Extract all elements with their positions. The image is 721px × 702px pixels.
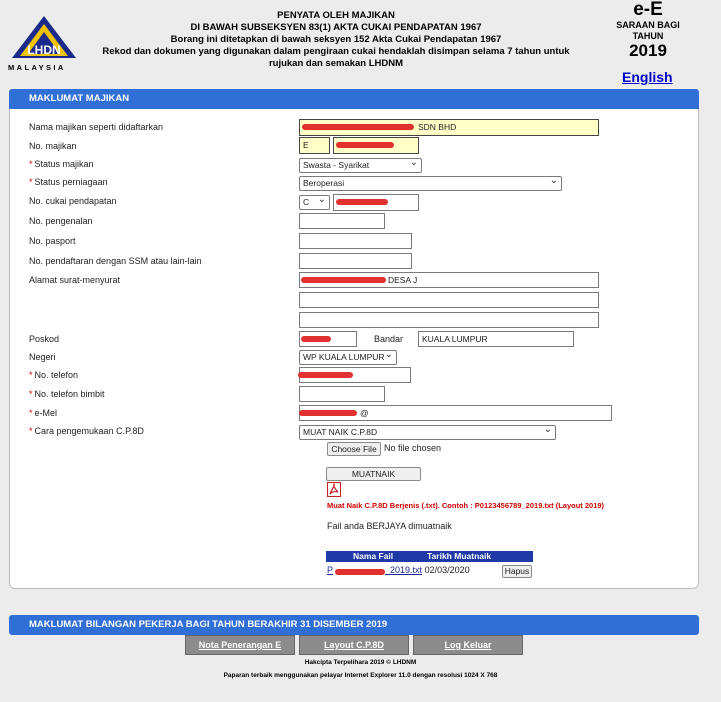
nama-label: Nama majikan seperti didaftarkan <box>29 122 164 132</box>
redaction-mark <box>302 124 414 130</box>
status-perniagaan-select[interactable]: Beroperasi ⌄ <box>299 176 562 191</box>
header-line-1: PENYATA OLEH MAJIKAN <box>277 10 395 21</box>
form-code: e-E <box>633 0 663 20</box>
redaction-mark <box>301 336 331 342</box>
form-year: 2019 <box>629 41 667 60</box>
col-nama-fail: Nama Fail <box>353 551 394 561</box>
pasport-label: No. pasport <box>29 236 76 246</box>
header-line-3: Borang ini ditetapkan di bawah seksyen 152 Akta Cukai Pendapatan 1967 <box>170 34 502 45</box>
file-table-header <box>326 551 533 562</box>
ssm-label: No. pendaftaran dengan SSM atau lain-lain <box>29 256 202 266</box>
section-employer-header: MAKLUMAT MAJIKAN <box>9 89 699 109</box>
status-perniagaan-label: * Status perniagaan <box>29 177 108 187</box>
redaction-mark <box>299 410 357 416</box>
bandar-label: Bandar <box>374 334 404 344</box>
cara-select[interactable]: MUAT NAIK C.P.8D ⌄ <box>299 425 556 440</box>
email-label: * e-Mel <box>29 408 58 418</box>
negeri-label: Negeri <box>29 352 56 362</box>
pengenalan-label: No. pengenalan <box>29 216 93 226</box>
layout-cp8d-button[interactable]: Layout C.P.8D <box>299 635 409 655</box>
poskod-label: Poskod <box>29 334 60 344</box>
no-majikan-prefix-input[interactable]: E <box>299 137 330 154</box>
email-input[interactable]: @ <box>299 405 612 421</box>
header-title-block <box>86 10 586 70</box>
log-keluar-button[interactable]: Log Keluar <box>413 635 523 655</box>
no-majikan-label: No. majikan <box>29 141 77 151</box>
nota-penerangan-button[interactable]: Nota Penerangan E <box>185 635 295 655</box>
file-name-link[interactable]: P _2019.txt <box>327 565 423 575</box>
redaction-mark <box>335 569 385 575</box>
alamat-line-1-input[interactable]: DESA J <box>299 272 599 288</box>
nama-input[interactable]: SDN BHD <box>299 119 599 136</box>
redaction-mark <box>336 142 394 148</box>
browser-note: Paparan terbaik menggunakan pelayar Internet Explorer 11.0 dengan resolusi 1024 X 768 <box>223 672 498 679</box>
logo-subtext: MALAYSIA <box>8 63 66 72</box>
col-tarikh: Tarikh Muatnaik <box>427 551 492 561</box>
upload-note: Muat Naik C.P.8D Berjenis (.txt). Contoh : P0123456789_2019.txt (Layout 2019) <box>327 501 605 510</box>
bandar-input[interactable]: KUALA LUMPUR <box>418 331 574 347</box>
alamat-line-3-input[interactable] <box>299 312 599 328</box>
form-desc-2: TAHUN <box>632 31 664 41</box>
ssm-input[interactable] <box>299 253 412 269</box>
redaction-mark <box>336 199 388 205</box>
no-file-text: No file chosen <box>384 443 442 453</box>
form-badge <box>606 0 690 60</box>
upload-date: 02/03/2020 <box>424 565 470 575</box>
header-line-4: Rekod dan dokumen yang digunakan dalam pengiraan cukai hendaklah disimpan selama 7 tahun untuk <box>102 46 570 57</box>
cukai-prefix-select[interactable]: C ⌄ <box>299 195 330 210</box>
status-majikan-label: * Status majikan <box>29 159 94 169</box>
choose-file-button[interactable]: Choose File <box>327 442 381 456</box>
lhdn-logo <box>8 14 80 70</box>
bimbit-label: * No. telefon bimbit <box>29 389 105 399</box>
status-majikan-select[interactable]: Swasta - Syarikat ⌄ <box>299 158 422 173</box>
alamat-label: Alamat surat-menyurat <box>29 275 121 285</box>
pengenalan-input[interactable] <box>299 213 385 229</box>
muatnaik-button[interactable]: MUATNAIK <box>326 467 421 481</box>
success-message: Fail anda BERJAYA dimuatnaik <box>327 521 452 531</box>
header-line-5: rujukan dan semakan LHDNM <box>268 58 404 69</box>
hapus-button[interactable]: Hapus <box>502 565 532 578</box>
cukai-label: No. cukai pendapatan <box>29 196 117 206</box>
copyright-text: Hakcipta Terpelihara 2019 © LHDNM <box>304 659 417 666</box>
alamat-line-2-input[interactable] <box>299 292 599 308</box>
redaction-mark <box>298 372 353 378</box>
header-line-2: DI BAWAH SUBSEKSYEN 83(1) AKTA CUKAI PENDAPATAN 1967 <box>190 22 482 33</box>
logo-triangle-icon <box>8 14 80 60</box>
cara-label: * Cara pengemukaan C.P.8D <box>29 426 144 436</box>
form-desc-1: SARAAN BAGI <box>616 20 680 30</box>
english-link[interactable]: English <box>622 69 673 85</box>
redaction-mark <box>301 277 386 283</box>
required-mark: * <box>29 177 33 187</box>
bimbit-input[interactable] <box>299 386 385 402</box>
pasport-input[interactable] <box>299 233 412 249</box>
pdf-icon[interactable] <box>327 482 341 497</box>
telefon-label: * No. telefon <box>29 370 79 380</box>
svg-text:LHDN: LHDN <box>27 43 61 57</box>
required-mark: * <box>29 159 33 169</box>
section-employee-count-header[interactable]: MAKLUMAT BILANGAN PEKERJA BAGI TAHUN BERAKHIR 31 DISEMBER 2019 <box>9 615 699 635</box>
negeri-select[interactable]: WP KUALA LUMPUR ⌄ <box>299 350 397 365</box>
